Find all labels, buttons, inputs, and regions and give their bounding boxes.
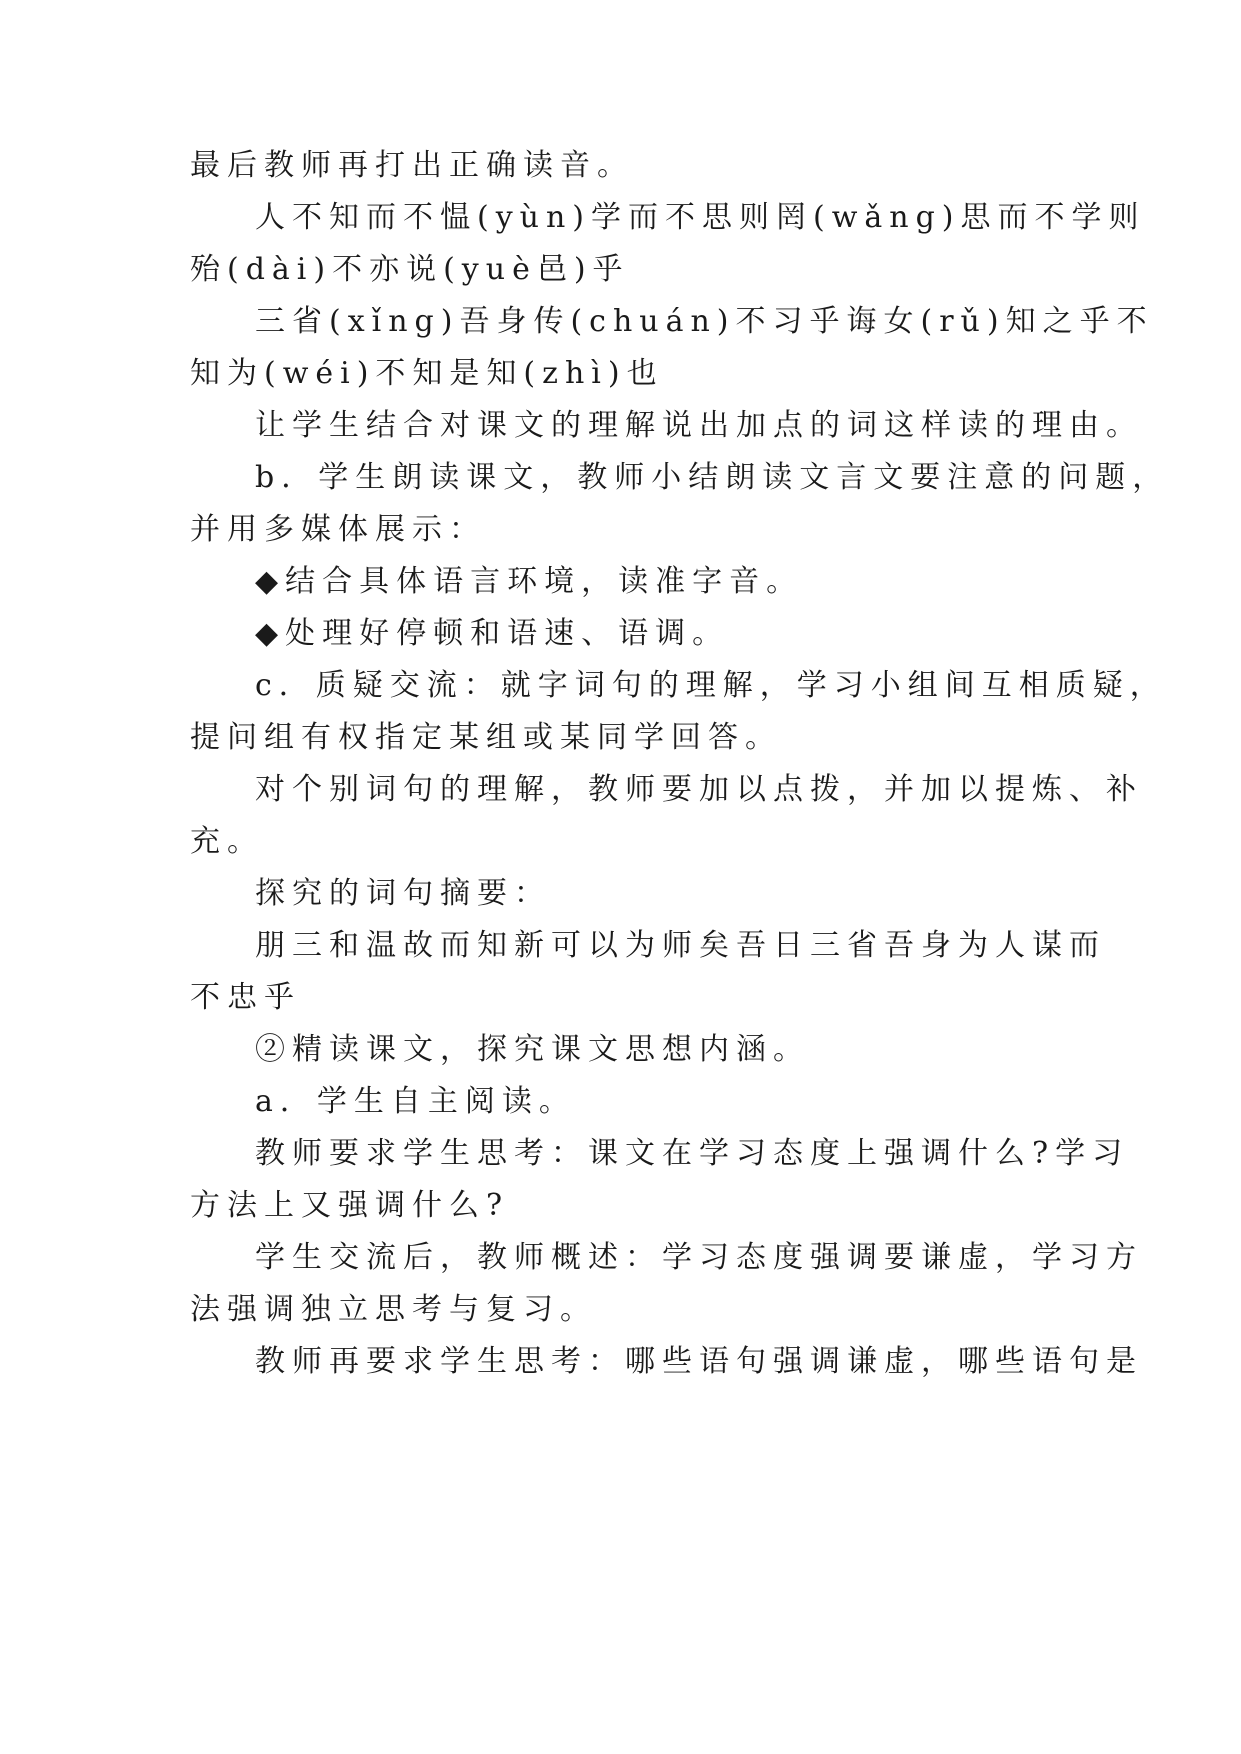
text-line: 教师要求学生思考：课文在学习态度上强调什么?学习 (255, 1136, 1130, 1171)
text-line: ◆结合具体语言环境，读准字音。 (255, 564, 804, 599)
text-line: 对个别词句的理解，教师要加以点拨，并加以提炼、补 (255, 772, 1143, 807)
text-line: 让学生结合对课文的理解说出加点的词这样读的理由。 (255, 408, 1143, 443)
text-line: 知为(wéi)不知是知(zhì)也 (190, 356, 664, 391)
text-line: b．学生朗读课文，教师小结朗读文言文要注意的问题， (255, 460, 1170, 495)
text-line: 充。 (190, 824, 264, 859)
text-line: 学生交流后，教师概述：学习态度强调要谦虚，学习方 (255, 1240, 1143, 1275)
text-line: 教师再要求学生思考：哪些语句强调谦虚，哪些语句是 (255, 1344, 1143, 1379)
text-line: 并用多媒体展示： (190, 512, 486, 547)
text-line: a．学生自主阅读。 (255, 1084, 576, 1119)
text-line: ◆处理好停顿和语速、语调。 (255, 616, 730, 651)
text-line: 探究的词句摘要： (255, 876, 551, 911)
text-line: 殆(dài)不亦说(yuè邑)乎 (190, 252, 630, 287)
text-line: c．质疑交流：就字词句的理解，学习小组间互相质疑， (255, 668, 1167, 703)
text-line: 最后教师再打出正确读音。 (190, 148, 634, 183)
text-line: 提问组有权指定某组或某同学回答。 (190, 720, 782, 755)
text-line: 不忠乎 (190, 980, 301, 1015)
text-line: ②精读课文，探究课文思想内涵。 (255, 1032, 810, 1067)
text-line: 人不知而不愠(yùn)学而不思则罔(wǎng)思而不学则 (255, 200, 1146, 235)
text-line: 三省(xǐng)吾身传(chuán)不习乎诲女(rǔ)知之乎不 (255, 304, 1154, 339)
text-line: 朋三和温故而知新可以为师矣吾日三省吾身为人谋而 (255, 928, 1106, 963)
text-line: 法强调独立思考与复习。 (190, 1292, 597, 1327)
text-line: 方法上又强调什么? (190, 1188, 510, 1223)
